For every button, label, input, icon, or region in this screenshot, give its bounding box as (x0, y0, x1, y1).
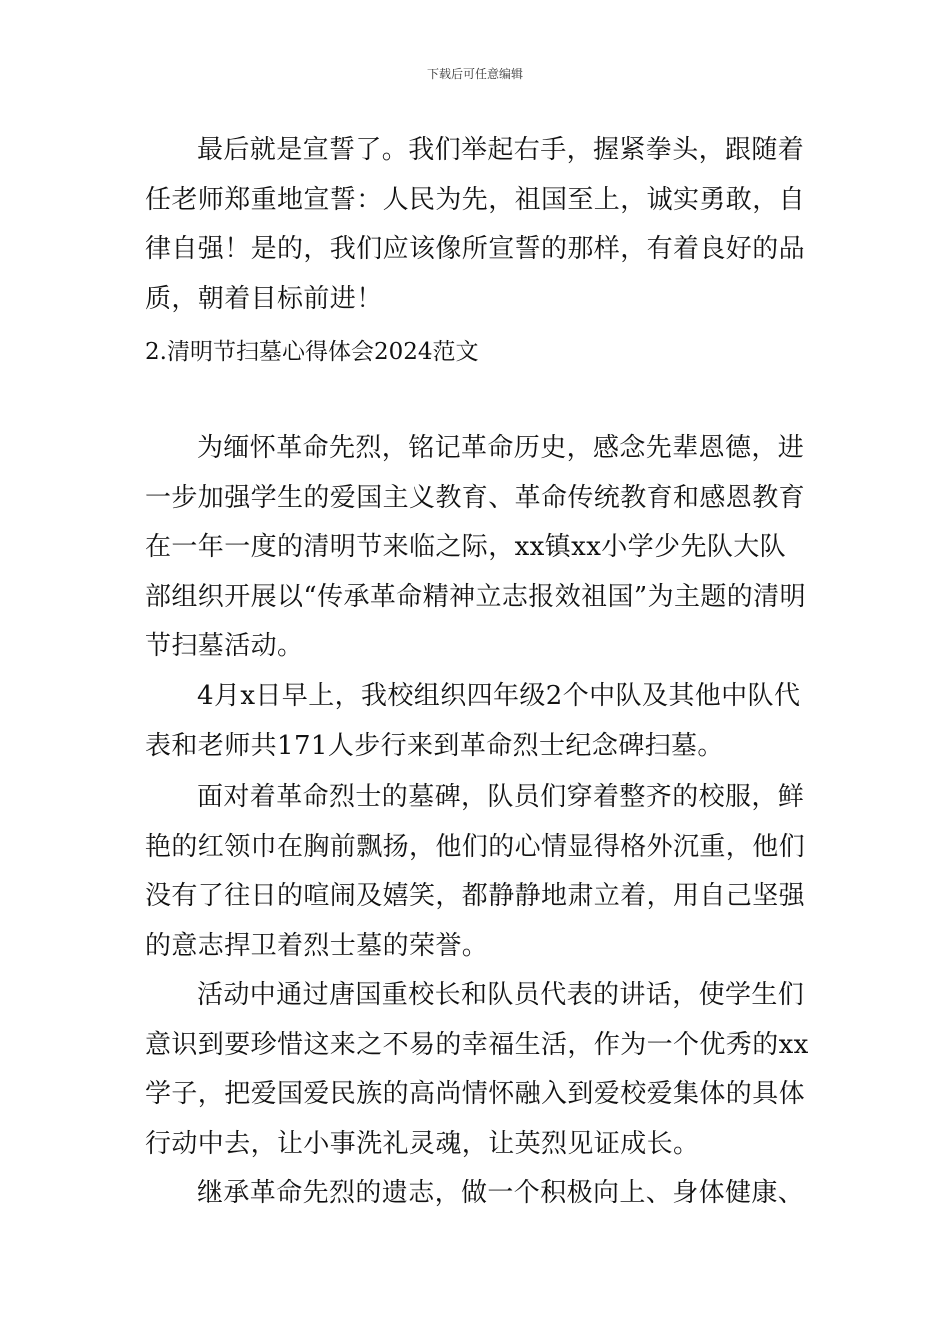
paragraph-inherit: 继承革命先烈的遗志，做一个积极向上、身体健康、 (197, 1178, 805, 1208)
section-heading: 2.清明节扫墓心得体会2024范文 (145, 339, 479, 365)
paragraph-intro: 为缅怀革命先烈，铭记革命历史，感念先辈恩德，进一步加强学生的爱国主义教育、革命传统教育和感恩教育在一年一度的清明节来临之际，xx镇xx小学少先队大队部组织开展以“传承革命精神立志报效祖国”为主题的清明节扫墓活动。 (145, 433, 806, 661)
paragraph-date: 4月x日早上，我校组织四年级2个中队及其他中队代表和老师共171人步行来到革命烈士纪念碑扫墓。 (145, 681, 801, 761)
paragraph-tombstone: 面对着革命烈士的墓碑，队员们穿着整齐的校服，鲜艳的红领巾在胸前飘扬，他们的心情显得格外沉重，他们没有了往日的喧闹及嬉笑，都静静地肃立着，用自己坚强的意志捍卫着烈士墓的荣誉。 (145, 782, 806, 961)
page-header-note: 下载后可任意编辑 (426, 67, 523, 81)
paragraph-speech: 活动中通过唐国重校长和队员代表的讲话，使学生们意识到要珍惜这来之不易的幸福生活，作为一个优秀的xx学子，把爱国爱民族的高尚情怀融入到爱校爱集体的具体行动中去，让小事洗礼灵魂，让英烈见证成长。 (145, 980, 809, 1159)
paragraph-oath: 最后就是宣誓了。我们举起右手，握紧拳头，跟随着任老师郑重地宣誓：人民为先，祖国至上，诚实勇敢，自律自强！是的，我们应该像所宣誓的那样，有着良好的品质，朝着目标前进！ (145, 135, 806, 314)
